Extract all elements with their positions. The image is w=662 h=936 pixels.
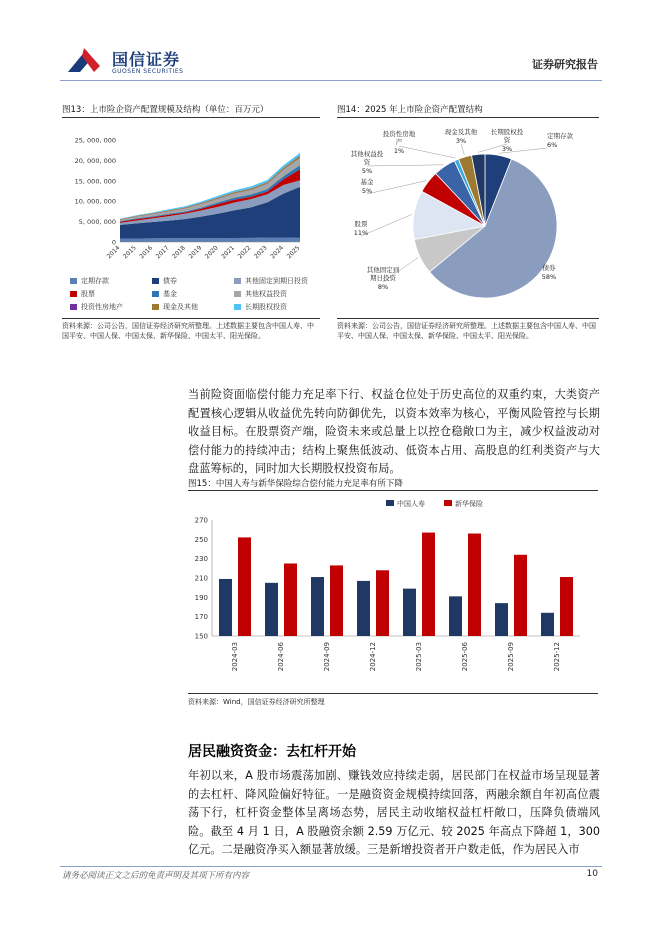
fig14-slice-label bbox=[383, 129, 416, 155]
fig14-slice-pct: 11% bbox=[353, 229, 369, 237]
page-number: 10 bbox=[586, 869, 598, 879]
fig14-pie-chart bbox=[337, 120, 599, 316]
fig15-ytick-label: 150 bbox=[194, 632, 208, 641]
fig14-slice-label bbox=[445, 127, 478, 145]
fig13-title-rule bbox=[62, 117, 320, 118]
fig14-slice-label bbox=[547, 131, 574, 149]
fig14-slice-pct: 5% bbox=[361, 187, 373, 195]
fig13-xtick-label: 2020 bbox=[203, 244, 220, 261]
fig15-title-rule bbox=[188, 490, 598, 491]
fig15-ytick-label: 170 bbox=[194, 613, 208, 622]
fig15-bar-中国人寿 bbox=[311, 577, 324, 636]
fig15-ytick-label: 190 bbox=[194, 593, 208, 602]
fig15-bar-中国人寿 bbox=[265, 583, 278, 636]
fig15-legend-label: 新华保险 bbox=[455, 500, 483, 508]
fig15-source: 资料来源：Wind，国信证券经济研究所整理 bbox=[188, 698, 325, 706]
fig13-ytick-label: 5, 000, 000 bbox=[78, 218, 116, 227]
fig15-legend-swatch bbox=[386, 500, 394, 506]
fig13-legend-label: 投资性房地产 bbox=[81, 303, 123, 311]
fig13-legend-swatch bbox=[152, 291, 159, 297]
body-paragraph-1: 当前险资面临偿付能力充足率下行、权益仓位处于历史高位的双重约束，大类资产配置核心逻辑从收益优先转向防御优先，以资本效率为核心，平衡风险管控与长期收益目标。在股票资产端，险资未来或总量上以控仓稳敞口为主，减少权益波动对偿付能力的持续冲击；结构上聚焦低波动、低资本占用、高股息的红利类资产与大盘蓝筹标的，同时加大长期股权投资布局。 bbox=[188, 388, 600, 475]
fig13-xtick-label: 2024 bbox=[269, 244, 286, 261]
footer-disclaimer: 请务必阅读正文之后的免责声明及其项下所有内容 bbox=[62, 871, 250, 881]
fig15-title: 图15：中国人寿与新华保险综合偿付能力充足率有所下降 bbox=[188, 479, 403, 489]
fig15-xtick-label: 2025-09 bbox=[507, 642, 515, 672]
fig13-legend-item bbox=[152, 302, 198, 312]
report-type: 证券研究报告 bbox=[532, 58, 598, 71]
fig15-bar-中国人寿 bbox=[541, 613, 554, 636]
fig15-ytick-label: 230 bbox=[194, 555, 208, 564]
fig14-slice-label bbox=[491, 127, 524, 153]
fig14-src-rule bbox=[337, 318, 599, 319]
fig14-slice-label-line: 债券 bbox=[542, 264, 556, 272]
fig13-legend-label: 股票 bbox=[81, 290, 95, 298]
fig14-leader-line bbox=[461, 144, 464, 155]
fig15-xtick-label: 2024-12 bbox=[369, 642, 377, 672]
fig13-legend-item bbox=[234, 289, 287, 299]
fig14-title: 图14：2025 年上市险企资产配置结构 bbox=[337, 105, 483, 115]
fig13-ytick-label: 20, 000, 000 bbox=[74, 156, 116, 165]
fig15-xtick-label: 2024-06 bbox=[277, 642, 285, 672]
fig14-slice-label-line: 股票 bbox=[354, 220, 368, 228]
fig14-slice-pct: 6% bbox=[547, 141, 558, 149]
logo-text-cn: 国信证券 bbox=[112, 50, 181, 69]
fig13-xtick-label: 2016 bbox=[138, 244, 155, 261]
fig13-legend-swatch bbox=[234, 278, 241, 284]
fig15-xtick-label: 2024-03 bbox=[231, 642, 239, 672]
fig13-source: 资料来源：公司公告，国信证券经济研究所整理。上述数据主要包含中国人寿、中国平安、中国人保、中国太保、新华保险、中国太平、阳光保险。 bbox=[62, 322, 314, 340]
fig13-xtick-label: 2019 bbox=[187, 244, 204, 261]
fig15-bar-中国人寿 bbox=[219, 579, 232, 636]
fig14-slice-pct: 58% bbox=[541, 273, 557, 281]
section-heading: 居民融资资金：去杠杆开始 bbox=[188, 744, 356, 760]
fig14-slice-label bbox=[542, 263, 556, 281]
fig13-legend-item bbox=[234, 302, 287, 312]
fig14-slice-label-line: 资 bbox=[363, 158, 371, 166]
fig14-slice-label-line: 产 bbox=[395, 138, 403, 146]
fig13-xtick-label: 2023 bbox=[252, 244, 269, 261]
fig13-xtick-label: 2014 bbox=[105, 244, 122, 261]
fig13-legend-label: 长期股权投资 bbox=[245, 303, 287, 311]
fig13-xtick-label: 2022 bbox=[236, 244, 253, 261]
fig14-slice-label-line: 长期股权投 bbox=[490, 128, 524, 136]
fig15-legend-swatch bbox=[444, 500, 452, 506]
section-paragraph: 年初以来，A 股市场震荡加剧、赚钱效应持续走弱，居民部门在权益市场呈现显著的去杠杆、降风险偏好特征。一是融资资金规模持续回落，两融余额自年初高位震荡下行，杠杆资金整体呈离场态势，居民主动收缩权益杠杆敞口，压降负债端风险。截至 4 月 1 日，A 股融资余额 2.59 万亿元、较 2025 年高点下降超 1，300 亿元。二是融资净买入额显著放缓。三是新增投资者开户数走低，作为居民入市 bbox=[188, 769, 600, 856]
fig13-xtick-label: 2015 bbox=[122, 244, 138, 261]
fig13-legend-item bbox=[152, 289, 177, 299]
fig14-title-rule bbox=[337, 117, 599, 118]
fig13-xtick-label: 2025 bbox=[285, 244, 302, 261]
fig14-slice-label-line: 期日投资 bbox=[370, 274, 396, 282]
fig13-legend-swatch bbox=[70, 278, 77, 284]
fig14-slice-pct: 3% bbox=[455, 137, 467, 145]
fig13-legend-label: 现金及其他 bbox=[163, 303, 198, 311]
fig14-slice-label bbox=[354, 219, 368, 237]
fig13-legend-swatch bbox=[234, 291, 241, 297]
fig14-slice-pct: 3% bbox=[501, 145, 513, 153]
fig15-bar-新华保险 bbox=[238, 537, 251, 636]
fig13-legend-label: 债券 bbox=[163, 277, 177, 285]
logo-mark-icon bbox=[66, 44, 106, 76]
fig15-bar-中国人寿 bbox=[403, 589, 416, 636]
fig14-slice-label-line: 现金及其他 bbox=[444, 128, 478, 136]
fig13-ytick-label: 25, 000, 000 bbox=[74, 136, 116, 145]
fig13-legend bbox=[62, 272, 320, 314]
fig14-leader-line bbox=[399, 146, 456, 158]
fig14-slice-label-line: 投资性房地 bbox=[382, 130, 416, 138]
fig15-bar-新华保险 bbox=[468, 534, 481, 636]
fig13-ytick-label: 10, 000, 000 bbox=[74, 197, 116, 206]
header-rule bbox=[60, 80, 602, 81]
fig13-legend-label: 定期存款 bbox=[81, 277, 109, 285]
fig13-legend-swatch bbox=[70, 304, 77, 310]
fig13-legend-label: 其他固定到期日投资 bbox=[245, 277, 308, 285]
fig14-slice-label-line: 资 bbox=[503, 136, 511, 144]
fig14-slice-label-line: 其他权益投 bbox=[350, 150, 384, 158]
fig14-slice-pct: 1% bbox=[393, 147, 405, 155]
fig13-legend-swatch bbox=[152, 278, 159, 284]
fig13-legend-swatch bbox=[234, 304, 241, 310]
fig14-slice-label bbox=[351, 149, 384, 175]
footer-rule bbox=[60, 866, 602, 867]
fig13-ytick-label: 15, 000, 000 bbox=[74, 177, 116, 186]
fig13-legend-swatch bbox=[152, 304, 159, 310]
fig13-xtick-label: 2017 bbox=[154, 244, 171, 261]
fig13-legend-item bbox=[70, 276, 109, 286]
fig14-leader-line bbox=[361, 214, 412, 236]
fig13-legend-swatch bbox=[70, 291, 77, 297]
fig15-bar-chart bbox=[188, 494, 598, 690]
fig14-slice-label-line: 定期存款 bbox=[547, 132, 573, 140]
fig15-ytick-label: 210 bbox=[194, 574, 208, 583]
fig15-legend-label: 中国人寿 bbox=[397, 500, 425, 508]
fig13-xtick-label: 2021 bbox=[220, 244, 236, 261]
fig13-src-rule bbox=[62, 318, 320, 319]
fig15-bar-新华保险 bbox=[330, 565, 343, 636]
fig13-legend-label: 其他权益投资 bbox=[245, 290, 287, 298]
fig15-bar-新华保险 bbox=[560, 577, 573, 636]
fig14-slice-label-line: 其他固定到 bbox=[366, 266, 400, 274]
fig13-legend-item bbox=[70, 302, 123, 312]
fig13-legend-item bbox=[234, 276, 308, 286]
fig15-ytick-label: 270 bbox=[194, 516, 208, 525]
fig14-slice-pct: 5% bbox=[361, 167, 373, 175]
fig15-bar-新华保险 bbox=[284, 564, 297, 637]
fig14-slice-label bbox=[361, 177, 375, 195]
fig13-legend-item bbox=[70, 289, 95, 299]
fig14-leader-line bbox=[367, 181, 427, 194]
fig13-area-chart bbox=[62, 122, 320, 272]
logo bbox=[66, 44, 106, 76]
fig15-bar-中国人寿 bbox=[357, 581, 370, 636]
fig14-slice-pct: 8% bbox=[377, 283, 389, 291]
fig15-bar-中国人寿 bbox=[449, 596, 462, 636]
logo-text-en: GUOSEN SECURITIES bbox=[112, 68, 184, 75]
fig13-title: 图13：上市险企资产配置规模及结构（单位：百万元） bbox=[62, 105, 269, 115]
fig15-bar-新华保险 bbox=[422, 533, 435, 636]
fig14-source: 资料来源：公司公告，国信证券经济研究所整理。上述数据主要包含中国人寿、中国平安、中国人保、中国太保、新华保险、中国太平、阳光保险。 bbox=[337, 322, 596, 340]
fig14-slice-label-line: 基金 bbox=[360, 178, 374, 186]
fig15-xtick-label: 2024-09 bbox=[323, 642, 331, 672]
fig15-bar-中国人寿 bbox=[495, 603, 508, 636]
fig15-xtick-label: 2025-06 bbox=[461, 642, 469, 672]
fig13-legend-item bbox=[152, 276, 177, 286]
fig14-slice-label bbox=[367, 265, 400, 291]
fig15-xtick-label: 2025-12 bbox=[553, 642, 561, 672]
fig13-legend-label: 基金 bbox=[163, 290, 177, 298]
fig13-xtick-label: 2018 bbox=[171, 244, 187, 261]
fig15-ytick-label: 250 bbox=[194, 535, 208, 544]
fig15-bar-新华保险 bbox=[514, 555, 527, 636]
fig15-src-rule bbox=[188, 693, 598, 694]
fig13-ytick-label: 0 bbox=[111, 238, 116, 247]
fig14-leader-line bbox=[367, 165, 443, 166]
fig15-bar-新华保险 bbox=[376, 570, 389, 636]
fig15-xtick-label: 2025-03 bbox=[415, 642, 423, 672]
